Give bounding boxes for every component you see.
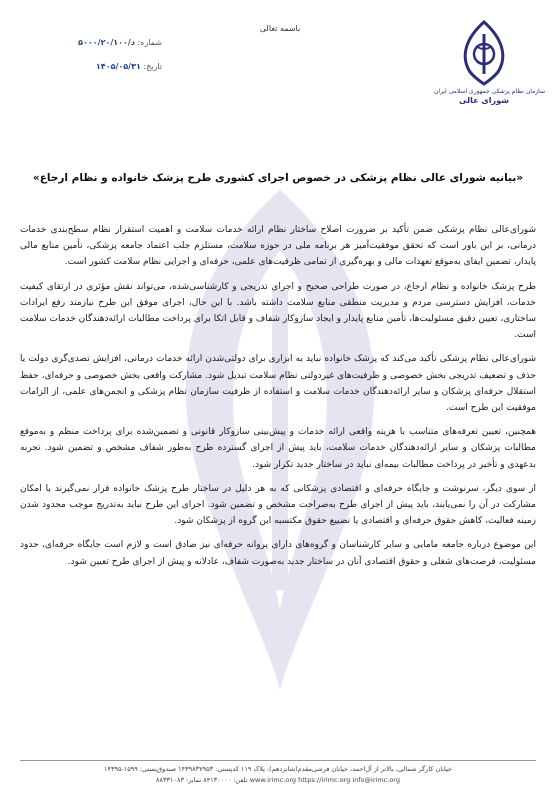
- paragraph-2: طرح پزشک خانواده و نظام ارجاع، در صورت طراحی صحیح و اجرای تدریجی و کارشناسی‌شده، می‌تواند نقش مؤثری در ارتقای کیفیت خدمات، افزایش دسترسی مردم و مدیریت منطقی منابع سلامت داشته باشد. با این حال، اجرای موفق این طرح نیازمند رفع ایرادات ساختاری، تعیین دقیق مسئولیت‌ها، تأمین منابع پایدار و ایجاد سازوکار شفاف و قابل اتکا برای پرداخت مطالبات ارائه‌دهندگان خدمات سلامت است.: [20, 281, 536, 341]
- footer-address: خیابان کارگر شمالی، بالاتر از آل‌احمد، خیابان فرشی‌مقدم(شانزدهم)، پلاک ۱۱۹ کدپستی: ۱۴۳۹۸۳۷۹۵۳ صندوق‌پستی: ۱۵۹۹-۱۴۳۹۵: [103, 765, 452, 773]
- paragraph-4: همچنین، تعیین تعرفه‌های متناسب با هزینه واقعی ارائه خدمات و پیش‌بینی سازوکار قانونی و تضمین‌شده برای پرداخت منظم و به‌موقع مطالبات پزشکان و سایر ارائه‌دهندگان خدمات سلامت، باید پیش از اجرای گسترده طرح به‌طور شفاف مشخص و تضمین شود. تجربه بدعهدی و تأخیر در پرداخت مطالبات بیمه‌ای نباید در ساختار جدید تکرار شود.: [20, 427, 536, 470]
- statement-title: «بیانیه شورای عالی نظام پزشکی در خصوص اجرای کشوری طرح پزشک خانواده و نظام ارجاع»: [32, 172, 524, 184]
- number-label: شماره:: [137, 38, 162, 47]
- paragraph-1: شورای‌عالی نظام پزشکی ضمن تأکید بر ضرورت اصلاح ساختار نظام ارائه خدمات سلامت و اهمیت استقرار نظام سطح‌بندی خدمات درمانی، بر این باور است که تحقق موفقیت‌آمیز هر برنامه ملی در حوزه سلامت، مستلزم جلب اعتماد جامعه پزشکی، تأمین منابع مالی پایدار، تضمین ایفای به‌موقع تعهدات مالی و بهره‌گیری از تمامی ظرفیت‌های علمی، حرفه‌ای و اجرایی نظام سلامت کشور است.: [20, 225, 536, 268]
- emblem-icon: [456, 20, 512, 86]
- letter-date-row: [22, 60, 162, 74]
- letter-date: ۱۴۰۵/۰۵/۳۱: [95, 62, 141, 71]
- paragraph-6: این موضوع درباره جامعه مامایی و سایر کارشناسان و گروه‌های دارای پروانه حرفه‌ای نیز صادق است و لازم است جایگاه حرفه‌ای، حدود مسئولیت، فرصت‌های شغلی و حقوق اقتصادی آنان در ساختار جدید به‌صورت شفاف، عادلانه و پیش از اجرای طرح تعیین شود.: [20, 540, 536, 567]
- council-logo: [434, 20, 546, 105]
- paragraph-5: از سوی دیگر، سرنوشت و جایگاه حرفه‌ای و اقتصادی پزشکانی که به هر دلیل در ساختار طرح پزشک خانواده قرار نمی‌گیرند یا امکان مشارکت در آن را نمی‌یابند، باید پیش از اجرای طرح به‌صراحت مشخص و تضمین شود. اجرای این طرح نباید به‌تدریج موجب محدود شدن زمینه فعالیت، کاهش حقوق حرفه‌ای و اقتصادی یا تضییع حقوق مکتسبه این گروه از پزشکان شود.: [20, 483, 536, 527]
- letter-number: ۵۰۰۰/۲۰/۱۰۰/د: [78, 38, 135, 47]
- paragraph-3: شورای‌عالی نظام پزشکی تأکید می‌کند که پزشک خانواده نباید به ابزاری برای دولتی‌شدن ارائه خدمات درمانی، افزایش تصدی‌گری دولت یا حذف و تضعیف تدریجی بخش خصوصی و ظرفیت‌های غیردولتی نظام سلامت تبدیل شود. مشارکت واقعی بخش خصوصی و حرفه‌ای، حفظ استقلال حرفه‌ای پزشکان و سایر ارائه‌دهندگان خدمات سلامت و استفاده از ظرفیت سازمان نظام پزشکی و انجمن‌های علمی، از الزامات موفقیت این طرح است.: [20, 354, 536, 414]
- basmala: باسمه تعالی: [259, 24, 301, 33]
- letter-number-row: [22, 36, 162, 50]
- council-name: شورای عالی: [459, 96, 509, 105]
- letter-footer: [20, 760, 536, 786]
- statement-body: [20, 222, 536, 578]
- footer-contacts: www.irimc.org https://irimc.org info@irimc.org تلفن: ۸۴۱۳۰۰۰۰ نمابر: ۸۸۳۳۱۰۸۳: [156, 776, 400, 784]
- letter-meta: [22, 36, 162, 84]
- date-label: تاریخ:: [143, 62, 162, 71]
- org-name: سازمان نظام پزشکی جمهوری اسلامی ایران: [434, 88, 546, 95]
